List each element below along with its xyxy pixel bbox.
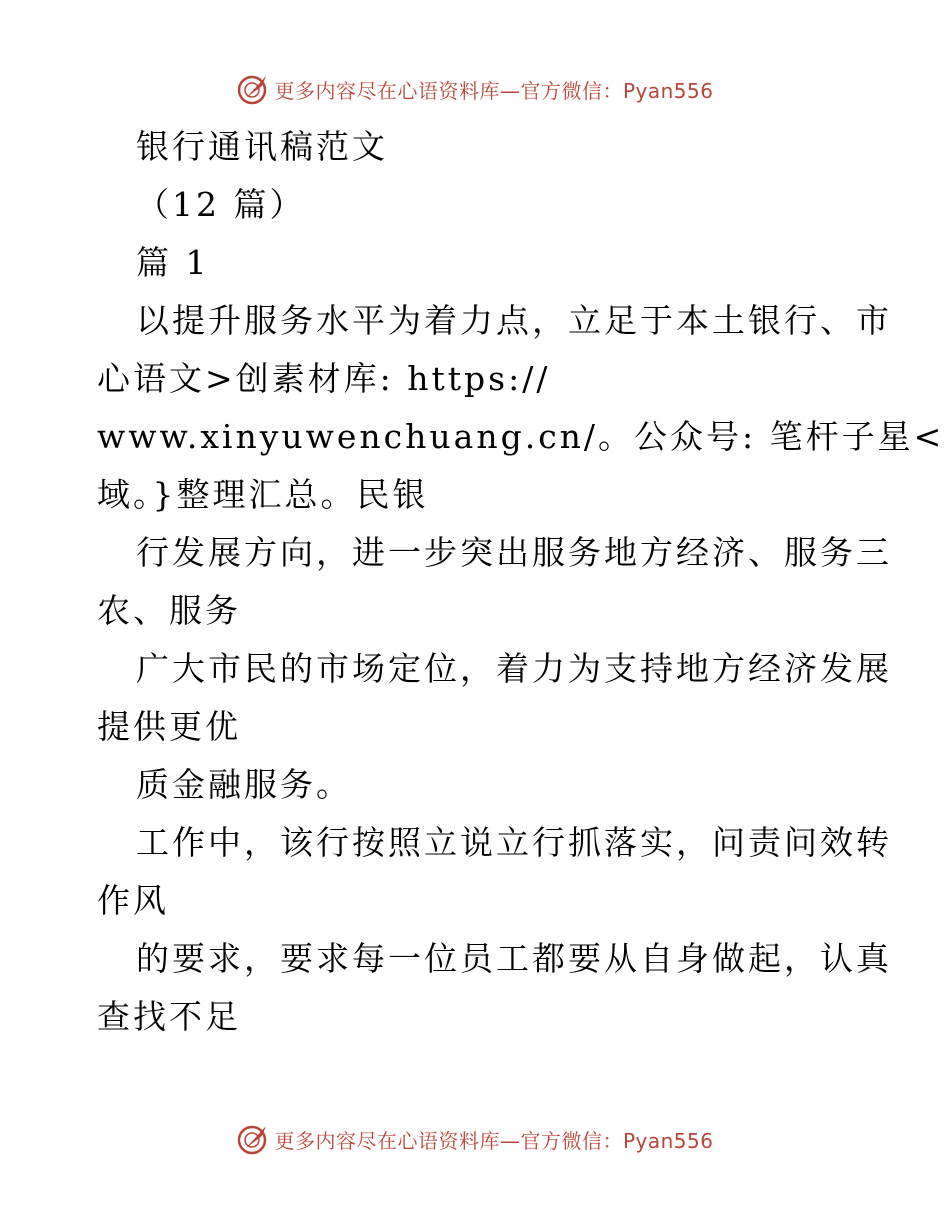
- document-body: [97, 118, 945, 1046]
- banner-text: 更多内容尽在心语资料库—官方微信：Pyan556: [274, 78, 714, 103]
- text-line: 的要求，要求每一位员工都要从自身做起，认真: [136, 939, 892, 978]
- text-line: 以提升服务水平为着力点，立足于本土银行、市: [136, 301, 892, 340]
- text-line: www.xinyuwenchuang.cn/。公众号: 笔杆子星<: [97, 417, 945, 456]
- text-line: 广大市民的市场定位，着力为支持地方经济发展: [136, 649, 892, 688]
- footer-banner: [0, 1122, 950, 1156]
- text-line: 质金融服务。: [136, 765, 352, 804]
- quill-pen-logo-icon: [236, 72, 270, 106]
- text-line: 行发展方向，进一步突出服务地方经济、服务三: [136, 533, 892, 572]
- quill-pen-logo-icon: [236, 1122, 270, 1156]
- text-line: 作风: [97, 881, 169, 920]
- text-line: 提供更优: [97, 707, 241, 746]
- text-line: 农、服务: [97, 591, 241, 630]
- banner-text: 更多内容尽在心语资料库—官方微信：Pyan556: [274, 1128, 714, 1153]
- text-line: 银行通讯稿范文: [136, 127, 388, 166]
- text-line: （12 篇）: [136, 185, 306, 224]
- text-line: 工作中，该行按照立说立行抓落实，问责问效转: [136, 823, 892, 862]
- text-line: 心语文>创素材库: https://: [97, 359, 551, 398]
- header-banner: [0, 72, 950, 106]
- text-line: 查找不足: [97, 997, 241, 1036]
- text-line: 篇 1: [136, 243, 210, 282]
- text-line: 域。}整理汇总。民银: [97, 475, 429, 514]
